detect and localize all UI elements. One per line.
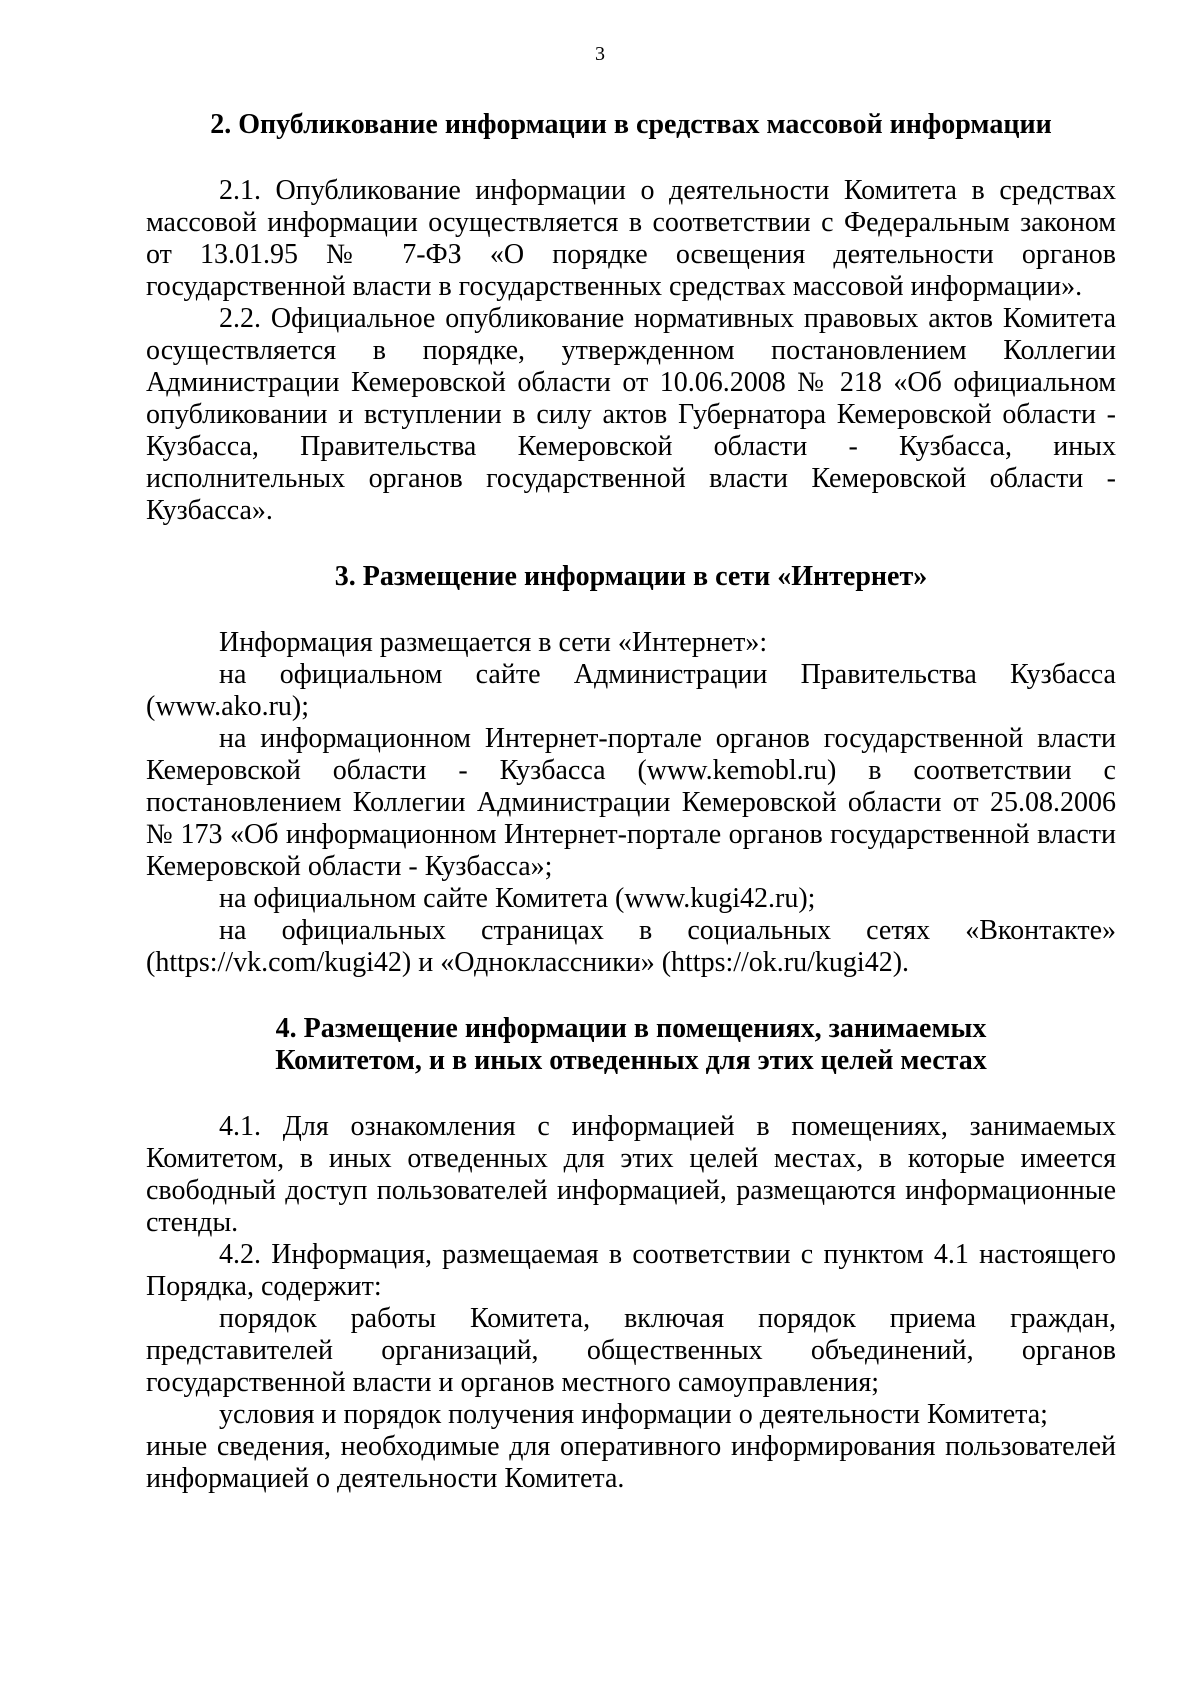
section-2-paragraph-2: 2.2. Официальное опубликование нормативных правовых актов Комитета осуществляется в порядке, утвержденном постановлением Коллегии Администрации Кемеровской области от 10.06.2008 № 218 «Об официальном опубликовании и вступлении в силу актов Губернатора Кемеровской области - Кузбасса, Правительства Кемеровской области - Кузбасса, иных исполнительных органов государственной власти Кемеровской области - Кузбасса».: [146, 303, 1116, 526]
spacer: [146, 593, 1116, 627]
section-4-paragraph-5: иные сведения, необходимые для оперативного информирования пользователей информацией о деятельности Комитета.: [146, 1431, 1116, 1494]
section-2-paragraph-1: 2.1. Опубликование информации о деятельности Комитета в средствах массовой информации осуществляется в соответствии с Федеральным законом от 13.01.95 № 7-ФЗ «О порядке освещения деятельности органов государственной власти в государственных средствах массовой информации».: [146, 175, 1116, 302]
section-4-heading-line-2: Комитетом, и в иных отведенных для этих целей местах: [275, 1045, 987, 1076]
section-4-heading-line-1: 4. Размещение информации в помещениях, занимаемых: [275, 1013, 987, 1044]
section-3-paragraph-3: на информационном Интернет-портале органов государственной власти Кемеровской области - Кузбасса (www.kemobl.ru) в соответствии с постановлением Коллегии Администрации Кемеровской области от 25.08.2006 № 173 «Об информационном Интернет-портале органов государственной власти Кемеровской области - Кузбасса»;: [146, 723, 1116, 882]
section-4-paragraph-1: 4.1. Для ознакомления с информацией в помещениях, занимаемых Комитетом, в иных отведенных для этих целей местах, в которые имеется свободный доступ пользователей информацией, размещаются информационные стенды.: [146, 1111, 1116, 1238]
section-4-heading: [146, 1013, 1116, 1077]
spacer: [146, 527, 1116, 561]
spacer: [146, 141, 1116, 175]
spacer: [146, 1077, 1116, 1111]
section-4-paragraph-3: порядок работы Комитета, включая порядок приема граждан, представителей организаций, общественных объединений, органов государственной власти и органов местного самоуправления;: [146, 1303, 1116, 1398]
section-3-paragraph-4: на официальном сайте Комитета (www.kugi42.ru);: [219, 883, 816, 914]
section-4-paragraph-2: 4.2. Информация, размещаемая в соответствии с пунктом 4.1 настоящего Порядка, содержит:: [146, 1239, 1116, 1302]
section-3-paragraph-5: на официальных страницах в социальных сетях «Вконтакте» (https://vk.com/kugi42) и «Одноклассники» (https://ok.ru/kugi42).: [146, 915, 1116, 978]
document-body: [146, 109, 1116, 1495]
page-number: 3: [595, 43, 605, 65]
spacer: [146, 979, 1116, 1013]
section-4-paragraph-4: условия и порядок получения информации о деятельности Комитета;: [219, 1399, 1048, 1430]
section-3-paragraph-1: Информация размещается в сети «Интернет»:: [219, 627, 768, 658]
section-3-paragraph-2: на официальном сайте Администрации Правительства Кузбасса (www.ako.ru);: [146, 659, 1116, 722]
section-2-heading: 2. Опубликование информации в средствах массовой информации: [210, 109, 1052, 140]
section-3-heading: 3. Размещение информации в сети «Интернет»: [334, 561, 928, 592]
